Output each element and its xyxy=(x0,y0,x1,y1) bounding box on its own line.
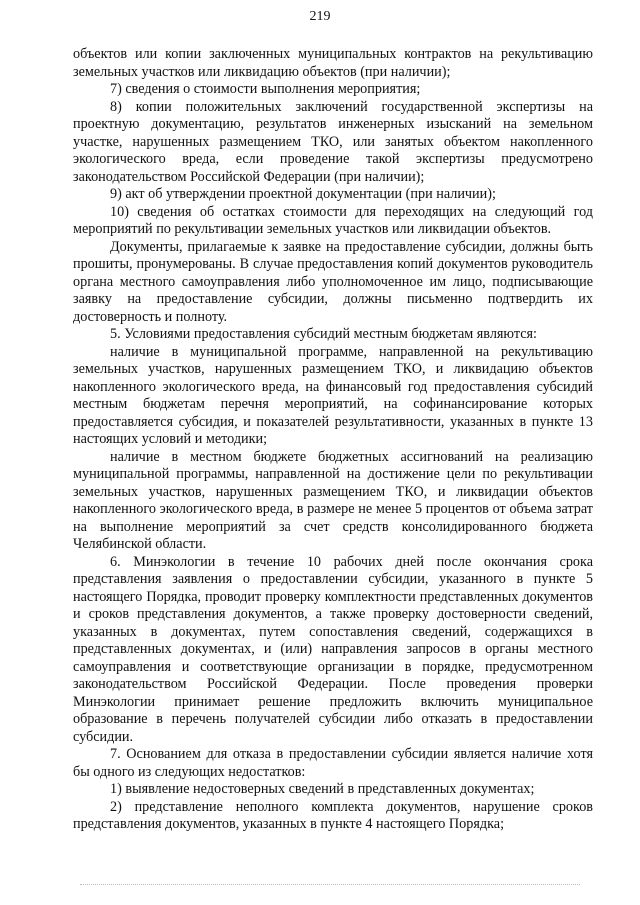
paragraph: Документы, прилагаемые к заявке на предоставление субсидии, должны быть прошиты, пронумерованы. В случае предоставления копий документов руководитель органа местного самоуправления либо уполномоченное им лицо, подписывающие заявку на предоставление субсидии, должны письменно подтвердить их достоверность и полноту. xyxy=(73,238,593,325)
paragraph: 9) акт об утверждении проектной документации (при наличии); xyxy=(110,186,496,202)
paragraph: 8) копии положительных заключений государственной экспертизы на проектную документацию, результатов инженерных изысканий на земельном участке, нарушенных размещением ТКО, или занятых объектом накопленного экологического вреда, если проведение такой экспертизы предусмотрено законодательством Российской Федерации (при наличии); xyxy=(73,98,593,185)
paragraph: 1) выявление недостоверных сведений в представленных документах; xyxy=(110,781,535,797)
paragraph: 2) представление неполного комплекта документов, нарушение сроков представления документов, указанных в пункте 4 настоящего Порядка; xyxy=(73,798,593,832)
paragraph: наличие в муниципальной программе, направленной на рекультивацию земельных участков, нарушенных размещением ТКО, и ликвидацию объектов накопленного экологического вреда, на финансовый год предоставления субсидий местным бюджетам перечня мероприятий, на софинансирование которых предоставляется субсидия, и показателей результативности, указанных в пункте 13 настоящих условий и методики; xyxy=(73,343,593,447)
paragraph: наличие в местном бюджете бюджетных ассигнований на реализацию муниципальной программы, направленной на достижение цели по рекультивации земельных участков, нарушенных размещением ТКО, и ликвидации объектов накопленного экологического вреда, в размере не менее 5 процентов от объема затрат на выполнение мероприятий за счет средств консолидированного бюджета Челябинской области. xyxy=(73,448,593,552)
paragraph: объектов или копии заключенных муниципальных контрактов на рекультивацию земельных участков или ликвидацию объектов (при наличии); xyxy=(73,46,593,80)
paragraph: 7. Основанием для отказа в предоставлении субсидии является наличие хотя бы одного из следующих недостатков: xyxy=(73,746,593,780)
document-body xyxy=(73,46,593,834)
paragraph: 10) сведения об остатках стоимости для переходящих на следующий год мероприятий по рекультивации земельных участков или ликвидации объектов. xyxy=(73,203,593,237)
paragraph: 5. Условиями предоставления субсидий местным бюджетам являются: xyxy=(110,326,537,342)
paragraph: 6. Минэкологии в течение 10 рабочих дней после окончания срока представления заявления о предоставлении субсидии, указанного в пункте 5 настоящего Порядка, проводит проверку комплектности представленных документов и сроков представления документов, а также проверку достоверности сведений, указанных в документах, путем сопоставления сведений, содержащихся в представленных документах, и (или) направления запросов в органы местного самоуправления и соответствующие организации в порядке, предусмотренном законодательством Российской Федерации. После проведения проверки Минэкологии принимает решение предложить включить муниципальное образование в перечень получателей субсидии либо отказать в предоставлении субсидии. xyxy=(73,553,593,745)
page-number: 219 xyxy=(309,9,331,24)
footer-divider xyxy=(80,884,580,885)
paragraph: 7) сведения о стоимости выполнения мероприятия; xyxy=(110,81,421,97)
